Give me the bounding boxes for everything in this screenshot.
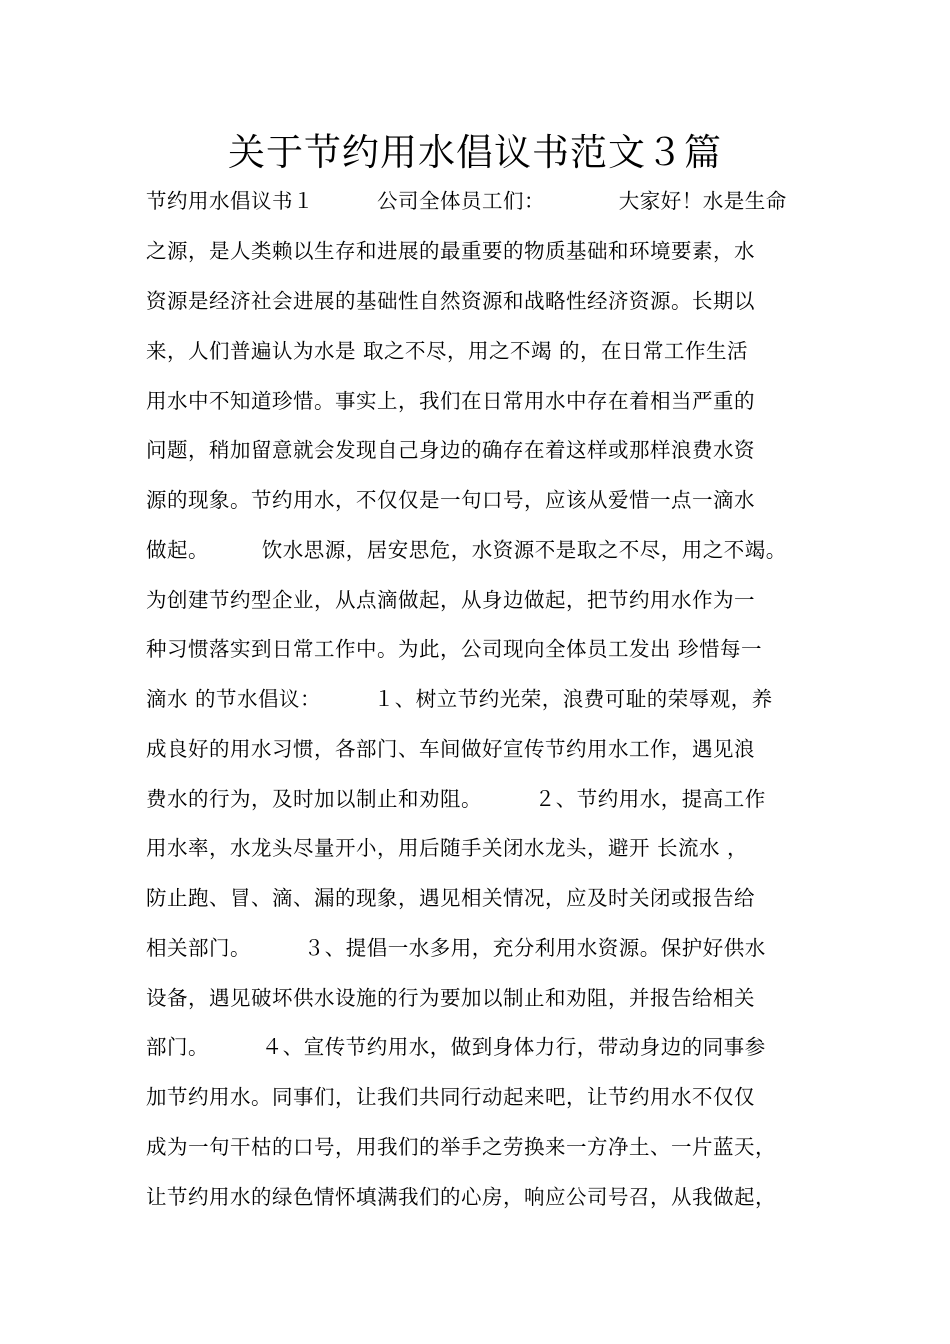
body-line-3: 资源是经济社会进展的基础性自然资源和战略性经济资源。长期以 [146,289,755,313]
body-line-20: 成为一句干枯的口号，用我们的举手之劳换来一方净土、一片蓝天， [146,1135,776,1159]
body-line-1: 节约用水倡议书１ 公司全体员工们： 大家好！水是生命 [146,189,787,213]
body-line-15: 防止跑、冒、滴、漏的现象，遇见相关情况，应及时关闭或报告给 [146,886,755,910]
body-line-18: 部门。 ４、宣传节约用水，做到身体力行，带动身边的同事参 [146,1035,766,1059]
body-line-16: 相关部门。 ３、提倡一水多用，充分利用水资源。保护好供水 [146,936,766,960]
body-line-12: 成良好的用水习惯，各部门、车间做好宣传节约用水工作，遇见浪 [146,737,755,761]
body-line-7: 源的现象。节约用水，不仅仅是一句口号，应该从爱惜一点一滴水 [146,488,755,512]
body-line-10: 种习惯落实到日常工作中。为此，公司现向全体员工发出 珍惜每一 [146,637,763,661]
body-line-2: 之源，是人类赖以生存和进展的最重要的物质基础和环境要素，水 [146,239,755,263]
body-line-9: 为创建节约型企业，从点滴做起，从身边做起，把节约用水作为一 [146,588,755,612]
body-line-14: 用水率，水龙头尽量开小，用后随手关闭水龙头，避开 长流水 ， [146,836,749,860]
body-line-19: 加节约用水。同事们，让我们共同行动起来吧，让节约用水不仅仅 [146,1085,755,1109]
body-line-6: 问题，稍加留意就会发现自己身边的确存在着这样或那样浪费水资 [146,438,755,462]
body-line-4: 来，人们普遍认为水是 取之不尽，用之不竭 的，在日常工作生活 [146,339,749,363]
body-line-5: 用水中不知道珍惜。事实上，我们在日常用水中存在着相当严重的 [146,389,755,413]
body-line-21: 让节约用水的绿色情怀填满我们的心房，响应公司号召，从我做起， [146,1185,776,1209]
body-line-8: 做起。 饮水思源，居安思危，水资源不是取之不尽，用之不竭。 [146,538,787,562]
body-line-17: 设备，遇见破坏供水设施的行为要加以制止和劝阻，并报告给相关 [146,986,755,1010]
document-title: 关于节约用水倡议书范文３篇 [228,131,722,174]
body-line-13: 费水的行为，及时加以制止和劝阻。 ２、节约用水，提高工作 [146,787,766,811]
body-line-11: 滴水 的节水倡议： １、树立节约光荣，浪费可耻的荣辱观，养 [146,687,773,711]
